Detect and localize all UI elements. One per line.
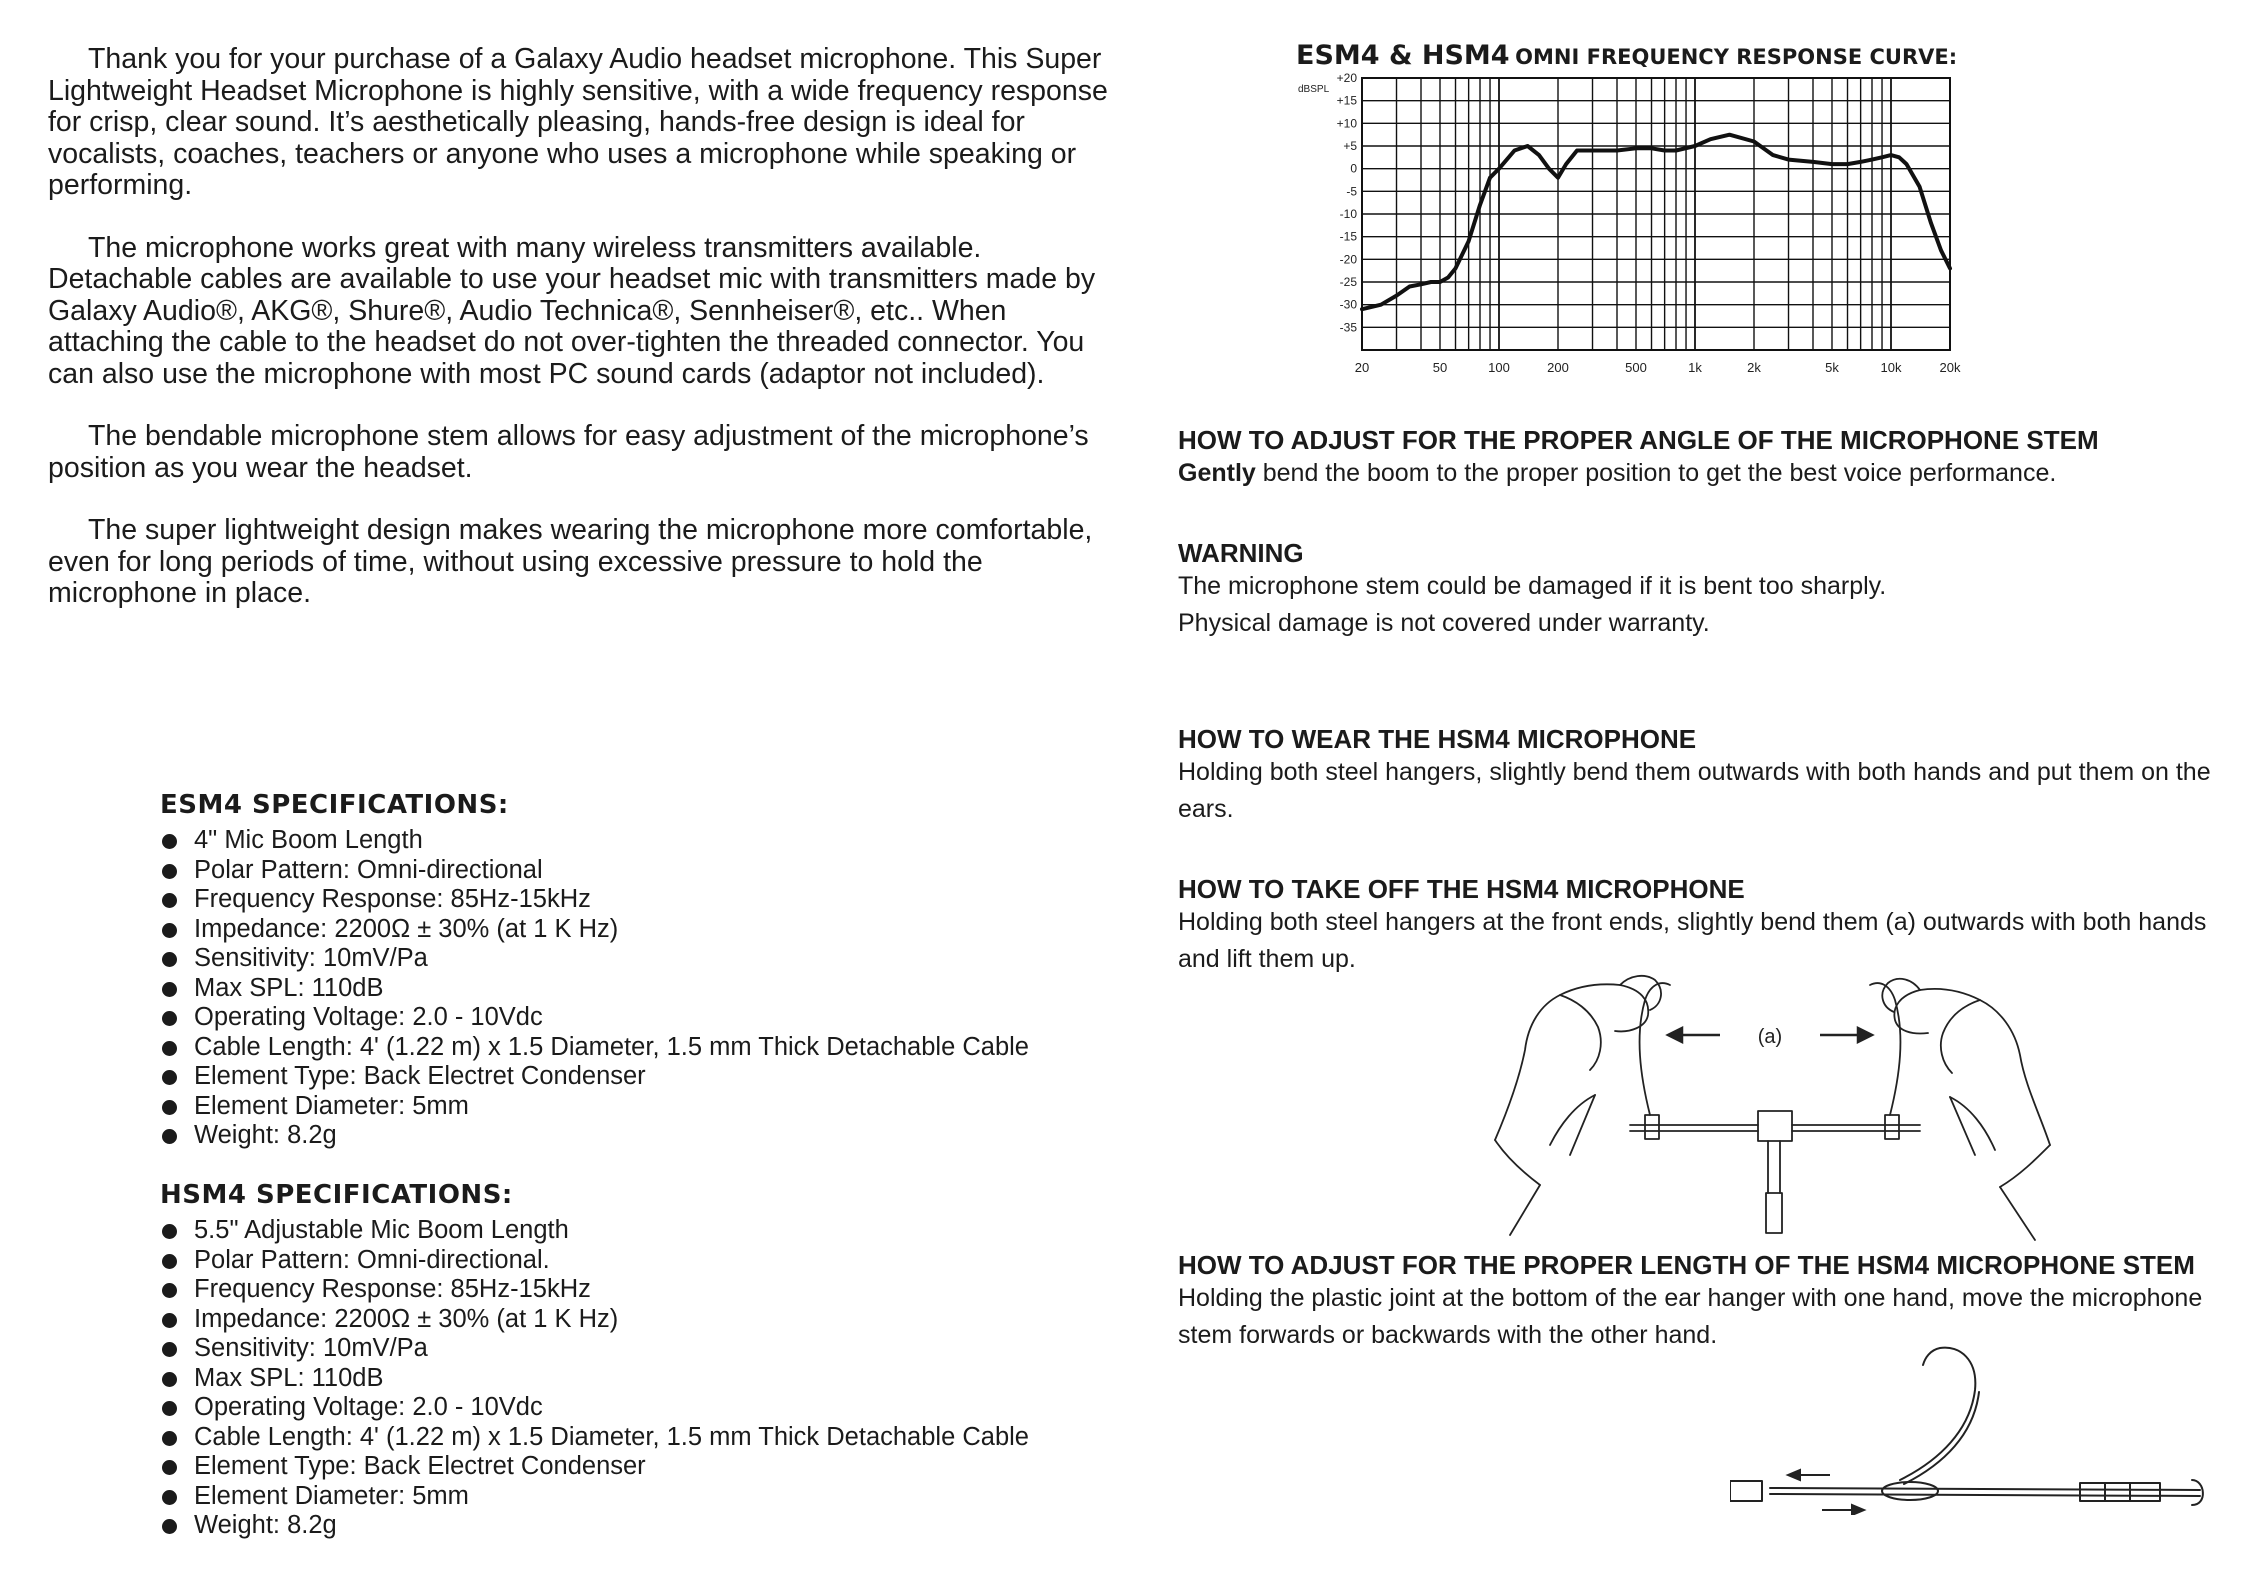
y-tick-label: +10 [1336, 116, 1357, 131]
warning-section [1178, 538, 2228, 642]
esm4-spec-item: 4" Mic Boom Length [160, 826, 1100, 856]
stem-illustration [1730, 1340, 2210, 1515]
y-axis-label: dBSPL [1298, 84, 1330, 95]
intro-paragraph-4: The super lightweight design makes wearing the microphone more comfortable, even for long periods of time, without using excessive pressure to hold the microphone in place. [48, 514, 1093, 609]
intro-paragraph-3: The bendable microphone stem allows for easy adjustment of the microphone’s position as you wear the headset. [48, 420, 1089, 484]
x-tick-label: 20k [1939, 360, 1961, 375]
arrow-label: (a) [1757, 1026, 1783, 1048]
plastic-joint [1882, 1482, 1938, 1500]
esm4-spec-item: Weight: 8.2g [160, 1121, 1100, 1151]
esm4-spec-item: Impedance: 2200Ω ± 30% (at 1 K Hz) [160, 915, 1100, 945]
left-ear-hanger [1640, 983, 1670, 1115]
hsm4-spec-title: HSM4 SPECIFICATIONS: [160, 1180, 513, 1210]
center-joint [1758, 1111, 1792, 1141]
left-arm-lines [1510, 1095, 1595, 1235]
angle-text [1178, 455, 2228, 492]
cable-connector [1766, 1193, 1782, 1233]
left-hand-outline [1495, 984, 1648, 1140]
x-tick-label: 5k [1825, 360, 1839, 375]
y-tick-label: -10 [1339, 207, 1357, 221]
hsm4-spec-item: Cable Length: 4' (1.22 m) x 1.5 Diameter, 1.5 mm Thick Detachable Cable [160, 1423, 1100, 1453]
length-section [1178, 1250, 2228, 1354]
x-tick-label: 1k [1688, 360, 1702, 375]
angle-text-rest: bend the boom to the proper position to get the best voice performance. [1255, 459, 2057, 487]
intro-section [48, 44, 1108, 641]
esm4-spec-item: Max SPL: 110dB [160, 974, 1100, 1004]
angle-emphasis: Gently [1178, 459, 1256, 487]
x-tick-label: 200 [1547, 360, 1569, 375]
takeoff-text: Holding both steel hangers at the front ends, slightly bend them (a) outwards with both hands and lift them up. [1178, 908, 2207, 973]
cable-stem [1768, 1141, 1780, 1193]
hsm4-spec-item: Operating Voltage: 2.0 - 10Vdc [160, 1393, 1100, 1423]
right-hand-outline [1894, 989, 2050, 1145]
intro-paragraph-1: Thank you for your purchase of a Galaxy Audio headset microphone. This Super Lightweight Headset Microphone is highly sensitive, with a wide frequency response for crisp, clear sound. It’s aesthetically pleasing, hands-free design is ideal for vocalists, coaches, teachers or anyone who uses a microphone while speaking or performing. [48, 43, 1108, 201]
hsm4-spec-item: Max SPL: 110dB [160, 1364, 1100, 1394]
takeoff-illustration [1480, 955, 2060, 1255]
y-tick-label: -25 [1339, 275, 1357, 289]
y-tick-label: +5 [1343, 139, 1357, 153]
chart-title [1296, 40, 1957, 71]
angle-heading: HOW TO ADJUST FOR THE PROPER ANGLE OF THE MICROPHONE STEM [1178, 425, 2099, 455]
y-tick-label: +20 [1336, 72, 1357, 85]
response-curve-line [1362, 135, 1950, 310]
wear-heading: HOW TO WEAR THE HSM4 MICROPHONE [1178, 724, 1697, 754]
y-tick-label: -20 [1339, 252, 1357, 267]
hsm4-spec-item: Polar Pattern: Omni-directional. [160, 1246, 1100, 1276]
warning-line-1: The microphone stem could be damaged if it is bent too sharply. [1178, 572, 1887, 600]
esm4-spec-item: Element Diameter: 5mm [160, 1092, 1100, 1122]
x-tick-label: 50 [1432, 360, 1448, 375]
hsm4-spec-item: 5.5" Adjustable Mic Boom Length [160, 1216, 1100, 1246]
chart-title-sub: OMNI FREQUENCY RESPONSE CURVE: [1515, 45, 1958, 69]
hsm4-spec-list [160, 1216, 1100, 1541]
esm4-spec-item: Operating Voltage: 2.0 - 10Vdc [160, 1003, 1100, 1033]
y-tick-label: -5 [1346, 184, 1357, 199]
esm4-spec-list [160, 826, 1100, 1151]
y-tick-label: 0 [1350, 161, 1357, 176]
hsm4-spec-item: Element Type: Back Electret Condenser [160, 1452, 1100, 1482]
esm4-spec-title: ESM4 SPECIFICATIONS: [160, 790, 509, 820]
direction-arrows [1788, 1470, 1864, 1515]
ear-hook [1900, 1348, 1975, 1480]
angle-section [1178, 425, 2228, 492]
hsm4-spec-item: Frequency Response: 85Hz-15kHz [160, 1275, 1100, 1305]
chart-title-main: ESM4 & HSM4 [1296, 40, 1510, 71]
right-arm-lines [1950, 1097, 2035, 1240]
hsm4-spec-item: Sensitivity: 10mV/Pa [160, 1334, 1100, 1364]
hsm4-spec-item: Impedance: 2200Ω ± 30% (at 1 K Hz) [160, 1305, 1100, 1335]
esm4-spec-item: Sensitivity: 10mV/Pa [160, 944, 1100, 974]
right-ear-hanger [1870, 983, 1900, 1115]
hsm4-specifications [160, 1180, 1100, 1541]
y-tick-label: +15 [1336, 93, 1357, 108]
x-tick-label: 20 [1354, 360, 1370, 375]
esm4-spec-item: Polar Pattern: Omni-directional [160, 856, 1100, 886]
esm4-spec-item: Frequency Response: 85Hz-15kHz [160, 885, 1100, 915]
wear-text: Holding both steel hangers, slightly bend them outwards with both hands and put them on the ears. [1178, 758, 2211, 823]
intro-paragraph-2: The microphone works great with many wireless transmitters available. Detachable cables are available to use your headset mic with transmitters made by Galaxy Audio®, AKG®, Shure®, Audio Technica®, Sennheiser®, etc.. When attaching the cable to the headset do not over-tighten the threaded connector. You can also use the microphone with most PC sound cards (adaptor not included). [48, 231, 1096, 390]
x-tick-label: 100 [1488, 360, 1510, 375]
hsm4-spec-item: Element Diameter: 5mm [160, 1482, 1100, 1512]
stem-boom [1770, 1488, 2200, 1490]
y-tick-label: -30 [1339, 297, 1357, 312]
hsm4-spec-item: Weight: 8.2g [160, 1511, 1100, 1541]
x-tick-label: 500 [1625, 360, 1647, 375]
length-text: Holding the plastic joint at the bottom of the ear hanger with one hand, move the microphone stem forwards or backwards with the other hand. [1178, 1284, 2203, 1349]
frequency-response-chart [1290, 72, 1970, 382]
warning-heading: WARNING [1178, 538, 1304, 568]
warning-line-2: Physical damage is not covered under warranty. [1178, 609, 1710, 637]
esm4-spec-item: Element Type: Back Electret Condenser [160, 1062, 1100, 1092]
takeoff-heading: HOW TO TAKE OFF THE HSM4 MICROPHONE [1178, 874, 1745, 904]
wear-section [1178, 724, 2228, 828]
mic-capsule [1730, 1481, 1762, 1501]
length-heading: HOW TO ADJUST FOR THE PROPER LENGTH OF THE HSM4 MICROPHONE STEM [1178, 1250, 2195, 1280]
esm4-specifications [160, 790, 1100, 1151]
x-tick-label: 10k [1880, 360, 1902, 375]
x-tick-label: 2k [1747, 360, 1761, 375]
esm4-spec-item: Cable Length: 4' (1.22 m) x 1.5 Diameter, 1.5 mm Thick Detachable Cable [160, 1033, 1100, 1063]
y-tick-label: -35 [1339, 320, 1357, 335]
y-tick-label: -15 [1339, 229, 1357, 244]
